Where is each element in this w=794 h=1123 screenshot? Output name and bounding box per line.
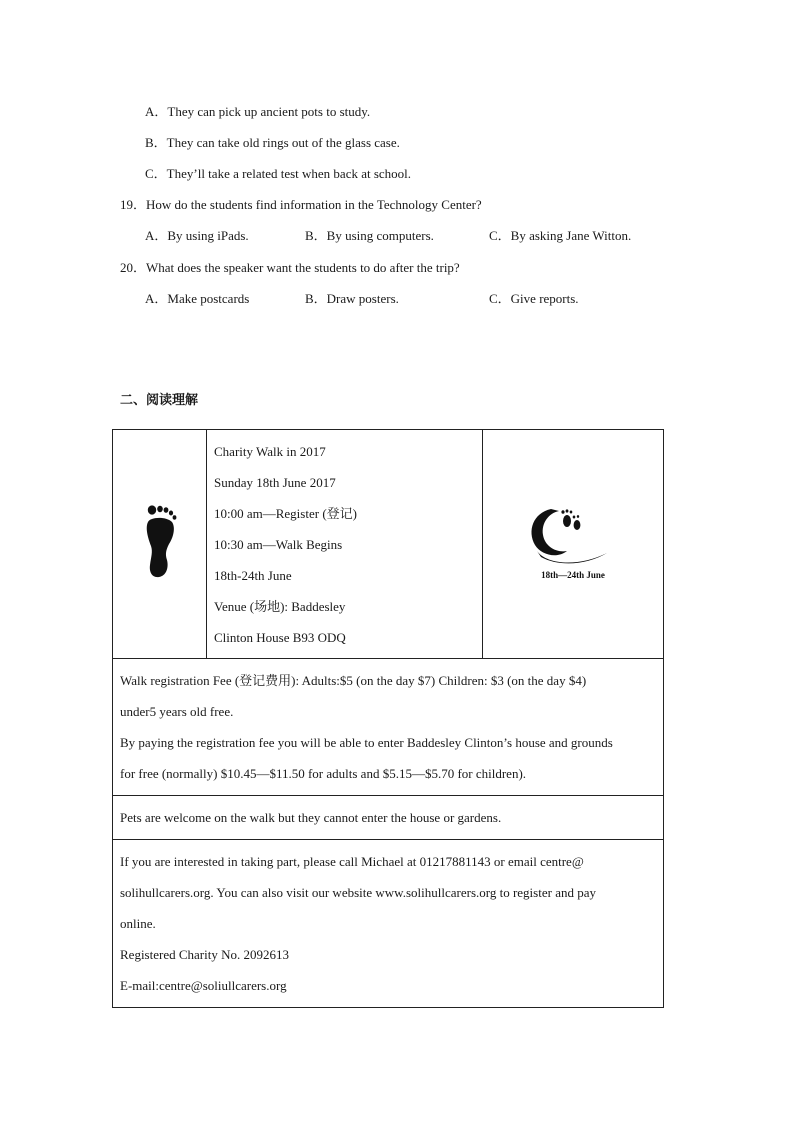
q18-option-b: B．They can take old rings out of the glass case. [145,135,400,150]
footprint-cell [113,430,207,659]
event-venue-address: Clinton House B93 ODQ [214,630,346,645]
fee-line-4: for free (normally) $10.45—$11.50 for adults and $5.15—$5.70 for children). [120,766,527,781]
event-register-time: 10:00 am—Register (登记) [214,506,357,521]
contact-line-3: online. [120,916,156,931]
contact-line-2: solihullcarers.org. You can also visit our website www.solihullcarers.org to register and pay [120,885,596,900]
q20-option-c: C．Give reports. [489,291,579,306]
fee-cell [113,659,664,796]
q20-question: 20．What does the speaker want the students to do after the trip? [120,260,460,275]
event-info-cell [207,430,483,659]
q20-option-a: A．Make postcards [145,291,250,306]
q19-option-b: B．By using computers. [305,228,434,243]
event-title: Charity Walk in 2017 [214,444,326,459]
fee-line-2: under5 years old free. [120,704,234,719]
q18-option-a: A．They can pick up ancient pots to study. [145,104,371,119]
event-date: Sunday 18th June 2017 [214,475,336,490]
logo-text: 18th—24th June [541,570,605,580]
q19-question: 19．How do the students find information in the Technology Center? [120,197,482,212]
q19-option-a: A．By using iPads. [145,228,249,243]
q20-option-b: B．Draw posters. [305,291,399,306]
pets-line: Pets are welcome on the walk but they cannot enter the house or gardens. [120,810,502,825]
contact-line-1: If you are interested in taking part, please call Michael at 01217881143 or email centre@ [120,854,584,869]
q19-option-c: C．By asking Jane Witton. [489,228,632,243]
event-range: 18th-24th June [214,568,292,583]
charity-logo [523,501,623,583]
charity-walk-ad [112,429,664,1008]
fee-line-3: By paying the registration fee you will be able to enter Baddesley Clinton’s house and grounds [120,735,613,750]
section-title: 二、阅读理解 [120,393,199,408]
logo-cell [483,430,664,659]
fee-line-1: Walk registration Fee (登记费用): Adults:$5 (on the day $7) Children: $3 (on the day $4) [120,673,587,688]
contact-cell [113,840,664,1008]
footprint-icon [140,504,180,580]
pets-cell [113,796,664,840]
q18-option-c: C．They’ll take a related test when back at school. [145,166,412,181]
contact-email: E-mail:centre@soliullcarers.org [120,978,287,993]
charity-number: Registered Charity No. 2092613 [120,947,289,962]
event-venue: Venue (场地): Baddesley [214,599,346,614]
event-walk-time: 10:30 am—Walk Begins [214,537,343,552]
